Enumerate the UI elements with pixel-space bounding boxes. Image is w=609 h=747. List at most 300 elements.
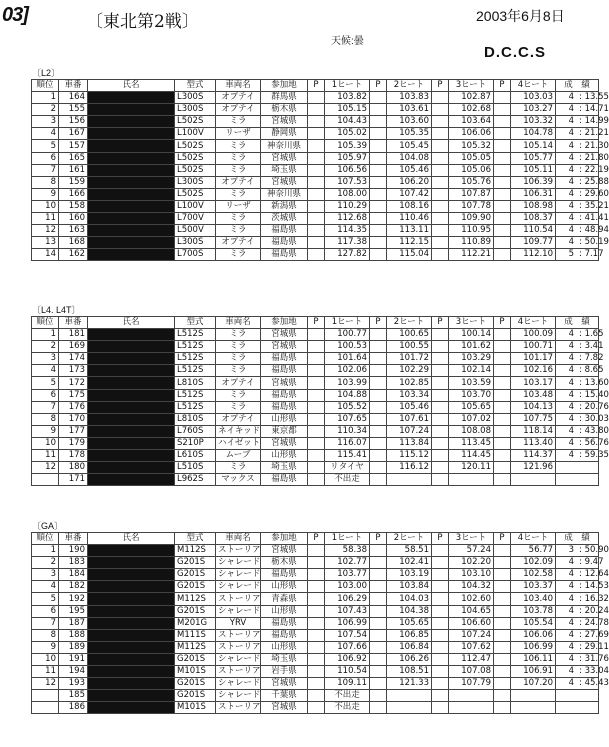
model-cell: M101S <box>175 666 216 678</box>
model-cell: L810S <box>175 377 216 389</box>
penalty-cell <box>308 413 325 425</box>
result-seconds-cell: : 35.21 <box>579 200 609 211</box>
heat4-time-cell: 105.11 <box>511 164 556 176</box>
penalty-cell <box>432 569 449 581</box>
penalty-cell <box>432 341 449 353</box>
heat1-time-cell: 115.41 <box>325 450 370 462</box>
car-number-cell: 186 <box>59 702 88 714</box>
prefecture-cell: 山形県 <box>261 641 308 653</box>
prefecture-cell: 福島県 <box>261 225 308 237</box>
header-p4: P <box>494 80 511 92</box>
car-number-cell: 176 <box>59 401 88 413</box>
heat2-time-cell: 113.11 <box>387 225 432 237</box>
result-minutes-cell: 4 <box>556 666 578 678</box>
heat2-time-cell: 107.42 <box>387 188 432 200</box>
heat2-time-cell: 106.26 <box>387 653 432 665</box>
position-cell: 4 <box>32 128 59 140</box>
penalty-cell <box>432 641 449 653</box>
model-cell: G201S <box>175 678 216 690</box>
driver-name-redacted <box>88 329 175 341</box>
position-cell: 2 <box>32 341 59 353</box>
table-row <box>32 200 599 212</box>
model-cell: L502S <box>175 116 216 128</box>
result-minutes-cell: 4 <box>556 92 578 104</box>
result-seconds-cell: : 14.99 <box>579 116 609 127</box>
penalty-cell <box>494 666 511 678</box>
penalty-cell <box>308 329 325 341</box>
penalty-cell <box>494 569 511 581</box>
driver-name-redacted <box>88 617 175 629</box>
heat4-time-cell: 103.48 <box>511 389 556 401</box>
heat4-time-cell: 103.37 <box>511 581 556 593</box>
results-table <box>31 79 609 261</box>
driver-name-redacted <box>88 653 175 665</box>
result-seconds-cell: : 50.19 <box>579 237 609 248</box>
table-row <box>32 450 599 462</box>
penalty-cell <box>308 545 325 557</box>
driver-name-redacted <box>88 377 175 389</box>
result-minutes-cell: 4 <box>556 188 578 200</box>
prefecture-cell: 福島県 <box>261 617 308 629</box>
penalty-cell <box>494 140 511 152</box>
result-minutes-cell: 4 <box>556 140 578 152</box>
prefecture-cell: 福島県 <box>261 569 308 581</box>
heat3-time-cell: 106.60 <box>449 617 494 629</box>
position-cell: 3 <box>32 353 59 365</box>
prefecture-cell: 宮城県 <box>261 702 308 714</box>
result-minutes-cell <box>556 702 578 714</box>
position-cell: 12 <box>32 462 59 474</box>
car-number-cell: 175 <box>59 389 88 401</box>
result-minutes-cell: 4 <box>556 389 578 401</box>
table-row <box>32 462 599 474</box>
prefecture-cell: 福島県 <box>261 629 308 641</box>
heat4-time-cell: 106.99 <box>511 641 556 653</box>
position-cell: 10 <box>32 653 59 665</box>
header-model: 型式 <box>175 533 216 545</box>
penalty-cell <box>308 474 325 486</box>
car-name-cell: ストーリア <box>216 641 261 653</box>
heat4-time-cell: 106.31 <box>511 188 556 200</box>
car-name-cell: ストーリア <box>216 629 261 641</box>
heat2-time-cell: 115.12 <box>387 450 432 462</box>
driver-name-redacted <box>88 249 175 261</box>
heat4-time-cell: 103.40 <box>511 593 556 605</box>
heat3-time-cell: 102.87 <box>449 92 494 104</box>
penalty-cell <box>494 617 511 629</box>
car-number-cell: 155 <box>59 104 88 116</box>
heat4-time-cell: 106.91 <box>511 666 556 678</box>
prefecture-cell: 宮城県 <box>261 377 308 389</box>
result-minutes-cell: 4 <box>556 225 578 237</box>
penalty-cell <box>308 678 325 690</box>
header-heat4: 4ヒート <box>511 317 556 329</box>
header-car-number: 車番 <box>59 533 88 545</box>
penalty-cell <box>308 581 325 593</box>
heat3-time-cell: 110.89 <box>449 237 494 249</box>
result-minutes-cell: 4 <box>556 437 578 449</box>
table-row <box>32 557 599 569</box>
driver-name-redacted <box>88 641 175 653</box>
car-name-cell: ミラ <box>216 213 261 225</box>
table-row <box>32 104 599 116</box>
penalty-cell <box>370 545 387 557</box>
position-cell: 11 <box>32 450 59 462</box>
driver-name-redacted <box>88 437 175 449</box>
heat4-time-cell: 104.13 <box>511 401 556 413</box>
heat3-time-cell: 107.24 <box>449 629 494 641</box>
heat2-time-cell: 105.46 <box>387 401 432 413</box>
header-p3: P <box>432 80 449 92</box>
heat2-time-cell: 103.60 <box>387 116 432 128</box>
model-cell: L962S <box>175 474 216 486</box>
penalty-cell <box>494 593 511 605</box>
heat4-time-cell: 114.37 <box>511 450 556 462</box>
car-name-cell: ストーリア <box>216 593 261 605</box>
table-row <box>32 581 599 593</box>
position-cell: 1 <box>32 92 59 104</box>
driver-name-redacted <box>88 629 175 641</box>
model-cell: L510S <box>175 462 216 474</box>
heat4-time-cell: 101.17 <box>511 353 556 365</box>
table-row <box>32 176 599 188</box>
driver-name-redacted <box>88 593 175 605</box>
heat4-time-cell: 100.09 <box>511 329 556 341</box>
penalty-cell <box>494 389 511 401</box>
heat2-time-cell: 105.35 <box>387 128 432 140</box>
car-name-cell: オプテイ <box>216 176 261 188</box>
header-p2: P <box>370 80 387 92</box>
prefecture-cell: 宮城県 <box>261 176 308 188</box>
result-minutes-cell: 4 <box>556 617 578 629</box>
position-cell: 13 <box>32 237 59 249</box>
heat4-time-cell: 112.10 <box>511 249 556 261</box>
header-heat2: 2ヒート <box>387 317 432 329</box>
car-name-cell: リーザ <box>216 128 261 140</box>
heat2-time-cell: 110.46 <box>387 213 432 225</box>
penalty-cell <box>432 353 449 365</box>
penalty-cell <box>494 377 511 389</box>
penalty-cell <box>494 641 511 653</box>
penalty-cell <box>432 104 449 116</box>
heat4-time-cell: 108.37 <box>511 213 556 225</box>
header-p1: P <box>308 533 325 545</box>
result-seconds-cell: : 45.43 <box>579 678 609 689</box>
result-seconds-cell <box>577 690 599 702</box>
heat4-time-cell: 103.17 <box>511 377 556 389</box>
model-cell: L300S <box>175 92 216 104</box>
result-seconds-cell <box>577 462 599 474</box>
section-l2 <box>31 68 609 261</box>
car-name-cell: ミラ <box>216 353 261 365</box>
heat3-time-cell: 103.10 <box>449 569 494 581</box>
position-cell: 8 <box>32 413 59 425</box>
result-seconds-cell: : 48.94 <box>579 225 609 236</box>
result-seconds-cell: : 33.04 <box>579 666 609 677</box>
heat4-time-cell: 109.77 <box>511 237 556 249</box>
heat2-time-cell: 107.61 <box>387 413 432 425</box>
penalty-cell <box>432 365 449 377</box>
result-minutes-cell: 4 <box>556 164 578 176</box>
heat1-time-cell: 不出走 <box>325 702 370 714</box>
heat1-time-cell: 104.88 <box>325 389 370 401</box>
heat1-time-cell: 117.38 <box>325 237 370 249</box>
result-minutes-cell: 4 <box>556 237 578 249</box>
table-row <box>32 341 599 353</box>
heat3-time-cell: 107.08 <box>449 666 494 678</box>
driver-name-redacted <box>88 425 175 437</box>
result-seconds-cell: : 20.24 <box>579 605 609 616</box>
position-cell: 1 <box>32 329 59 341</box>
heat1-time-cell: 100.53 <box>325 341 370 353</box>
penalty-cell <box>494 213 511 225</box>
result-minutes-cell: 4 <box>556 128 578 140</box>
header-p1: P <box>308 80 325 92</box>
penalty-cell <box>308 629 325 641</box>
heat1-time-cell: 58.38 <box>325 545 370 557</box>
car-name-cell: ミラ <box>216 389 261 401</box>
model-cell: L300S <box>175 176 216 188</box>
driver-name-redacted <box>88 666 175 678</box>
heat3-time-cell: 107.02 <box>449 413 494 425</box>
car-number-cell: 185 <box>59 690 88 702</box>
section-label: 〔L4. L4T〕 <box>32 305 81 315</box>
result-minutes-cell: 4 <box>556 450 578 462</box>
car-number-cell: 189 <box>59 641 88 653</box>
header-prefecture: 参加地 <box>261 533 308 545</box>
table-row <box>32 593 599 605</box>
penalty-cell <box>370 690 387 702</box>
prefecture-cell: 山形県 <box>261 450 308 462</box>
heat2-time-cell <box>387 474 432 486</box>
penalty-cell <box>432 249 449 261</box>
heat1-time-cell: 116.07 <box>325 437 370 449</box>
heat1-time-cell: 108.00 <box>325 188 370 200</box>
model-cell: M112S <box>175 545 216 557</box>
model-cell: G201S <box>175 581 216 593</box>
event-title: 〔東北第2戦〕 <box>86 12 199 32</box>
position-cell: 9 <box>32 425 59 437</box>
penalty-cell <box>494 116 511 128</box>
result-seconds-cell: : 7.17 <box>579 249 604 260</box>
penalty-cell <box>432 617 449 629</box>
penalty-cell <box>308 341 325 353</box>
heat3-time-cell: 114.45 <box>449 450 494 462</box>
heat3-time-cell: 104.32 <box>449 581 494 593</box>
car-name-cell: オプテイ <box>216 104 261 116</box>
model-cell: L502S <box>175 152 216 164</box>
result-seconds-cell: : 50.90 <box>579 545 609 556</box>
position-cell: 7 <box>32 164 59 176</box>
header-p2: P <box>370 317 387 329</box>
heat3-time-cell: 102.68 <box>449 104 494 116</box>
heat2-time-cell: 108.16 <box>387 200 432 212</box>
table-row <box>32 116 599 128</box>
header-p1: P <box>308 317 325 329</box>
section-ga <box>31 521 609 714</box>
penalty-cell <box>432 200 449 212</box>
table-row <box>32 225 599 237</box>
penalty-cell <box>494 188 511 200</box>
header-heat3: 3ヒート <box>449 80 494 92</box>
penalty-cell <box>494 164 511 176</box>
car-number-cell: 156 <box>59 116 88 128</box>
result-minutes-cell: 4 <box>556 377 578 389</box>
heat1-time-cell: 102.77 <box>325 557 370 569</box>
car-number-cell: 162 <box>59 249 88 261</box>
penalty-cell <box>494 702 511 714</box>
heat3-time-cell: 103.59 <box>449 377 494 389</box>
result-seconds-cell: : 24.78 <box>579 617 609 628</box>
table-row <box>32 353 599 365</box>
result-minutes-cell <box>556 690 578 702</box>
car-number-cell: 170 <box>59 413 88 425</box>
penalty-cell <box>308 116 325 128</box>
car-name-cell: シャレード <box>216 653 261 665</box>
heat4-time-cell <box>511 690 556 702</box>
car-name-cell: ミラ <box>216 188 261 200</box>
prefecture-cell: 宮城県 <box>261 329 308 341</box>
prefecture-cell: 山形県 <box>261 581 308 593</box>
heat4-time-cell: 110.54 <box>511 225 556 237</box>
penalty-cell <box>494 176 511 188</box>
car-name-cell: ミラ <box>216 225 261 237</box>
penalty-cell <box>308 377 325 389</box>
model-cell: L502S <box>175 140 216 152</box>
penalty-cell <box>494 462 511 474</box>
prefecture-cell: 静岡県 <box>261 128 308 140</box>
penalty-cell <box>494 545 511 557</box>
penalty-cell <box>370 581 387 593</box>
result-seconds-cell: : 12.64 <box>579 569 609 580</box>
header-heat3: 3ヒート <box>449 533 494 545</box>
position-cell: 12 <box>32 678 59 690</box>
model-cell: L700S <box>175 249 216 261</box>
car-number-cell: 160 <box>59 213 88 225</box>
car-name-cell: オプテイ <box>216 237 261 249</box>
penalty-cell <box>494 690 511 702</box>
table-row <box>32 545 599 557</box>
heat4-time-cell <box>511 474 556 486</box>
table-row <box>32 413 599 425</box>
position-cell: 4 <box>32 365 59 377</box>
prefecture-cell: 宮城県 <box>261 437 308 449</box>
result-minutes-cell: 5 <box>556 249 578 261</box>
heat3-time-cell: 110.95 <box>449 225 494 237</box>
heat3-time-cell: 102.14 <box>449 365 494 377</box>
car-number-cell: 177 <box>59 425 88 437</box>
table-row <box>32 629 599 641</box>
driver-name-redacted <box>88 545 175 557</box>
heat1-time-cell: 103.82 <box>325 92 370 104</box>
car-number-cell: 158 <box>59 200 88 212</box>
heat2-time-cell: 105.45 <box>387 140 432 152</box>
table-row <box>32 401 599 413</box>
driver-name-redacted <box>88 678 175 690</box>
penalty-cell <box>432 164 449 176</box>
prefecture-cell: 埼玉県 <box>261 462 308 474</box>
model-cell: L512S <box>175 341 216 353</box>
car-number-cell: 172 <box>59 377 88 389</box>
model-cell: M111S <box>175 629 216 641</box>
header-p4: P <box>494 317 511 329</box>
model-cell: L512S <box>175 365 216 377</box>
prefecture-cell: 宮城県 <box>261 116 308 128</box>
heat3-time-cell: 120.11 <box>449 462 494 474</box>
table-row <box>32 213 599 225</box>
table-row <box>32 617 599 629</box>
header-heat4: 4ヒート <box>511 533 556 545</box>
penalty-cell <box>308 152 325 164</box>
position-cell: 10 <box>32 437 59 449</box>
heat2-time-cell: 104.08 <box>387 152 432 164</box>
model-cell: M101S <box>175 702 216 714</box>
car-name-cell: シャレード <box>216 581 261 593</box>
penalty-cell <box>370 413 387 425</box>
result-seconds-cell: : 21.80 <box>579 152 609 163</box>
heat4-time-cell: 107.20 <box>511 678 556 690</box>
position-cell: 5 <box>32 593 59 605</box>
heat1-time-cell: 不出走 <box>325 474 370 486</box>
penalty-cell <box>370 341 387 353</box>
penalty-cell <box>370 377 387 389</box>
model-cell: L512S <box>175 353 216 365</box>
car-number-cell: 161 <box>59 164 88 176</box>
model-cell: L100V <box>175 200 216 212</box>
header-driver-name: 氏名 <box>88 533 175 545</box>
car-number-cell: 183 <box>59 557 88 569</box>
penalty-cell <box>494 365 511 377</box>
section-l4 <box>31 305 609 486</box>
penalty-cell <box>432 629 449 641</box>
result-minutes-cell: 4 <box>556 176 578 188</box>
heat1-time-cell: 106.99 <box>325 617 370 629</box>
penalty-cell <box>308 128 325 140</box>
car-name-cell: オプテイ <box>216 377 261 389</box>
penalty-cell <box>432 140 449 152</box>
table-row <box>32 389 599 401</box>
heat2-time-cell: 100.65 <box>387 329 432 341</box>
table-row <box>32 425 599 437</box>
model-cell: L512S <box>175 329 216 341</box>
car-number-cell: 180 <box>59 462 88 474</box>
penalty-cell <box>432 413 449 425</box>
header-p3: P <box>432 317 449 329</box>
penalty-cell <box>494 605 511 617</box>
heat1-time-cell: 107.43 <box>325 605 370 617</box>
car-name-cell: ミラ <box>216 365 261 377</box>
position-cell: 6 <box>32 152 59 164</box>
heat4-time-cell: 106.11 <box>511 653 556 665</box>
result-minutes-cell: 4 <box>556 213 578 225</box>
result-seconds-cell: : 21.21 <box>579 128 609 139</box>
car-name-cell: シャレード <box>216 569 261 581</box>
header-car-name: 車両名 <box>216 80 261 92</box>
table-row <box>32 164 599 176</box>
penalty-cell <box>432 581 449 593</box>
penalty-cell <box>494 437 511 449</box>
car-number-cell: 167 <box>59 128 88 140</box>
heat2-time-cell: 58.51 <box>387 545 432 557</box>
table-row <box>32 152 599 164</box>
penalty-cell <box>370 678 387 690</box>
heat4-time-cell: 100.71 <box>511 341 556 353</box>
position-cell: 11 <box>32 666 59 678</box>
heat2-time-cell: 107.24 <box>387 425 432 437</box>
result-seconds-cell: : 43.80 <box>579 425 609 436</box>
penalty-cell <box>370 128 387 140</box>
heat4-time-cell: 105.14 <box>511 140 556 152</box>
